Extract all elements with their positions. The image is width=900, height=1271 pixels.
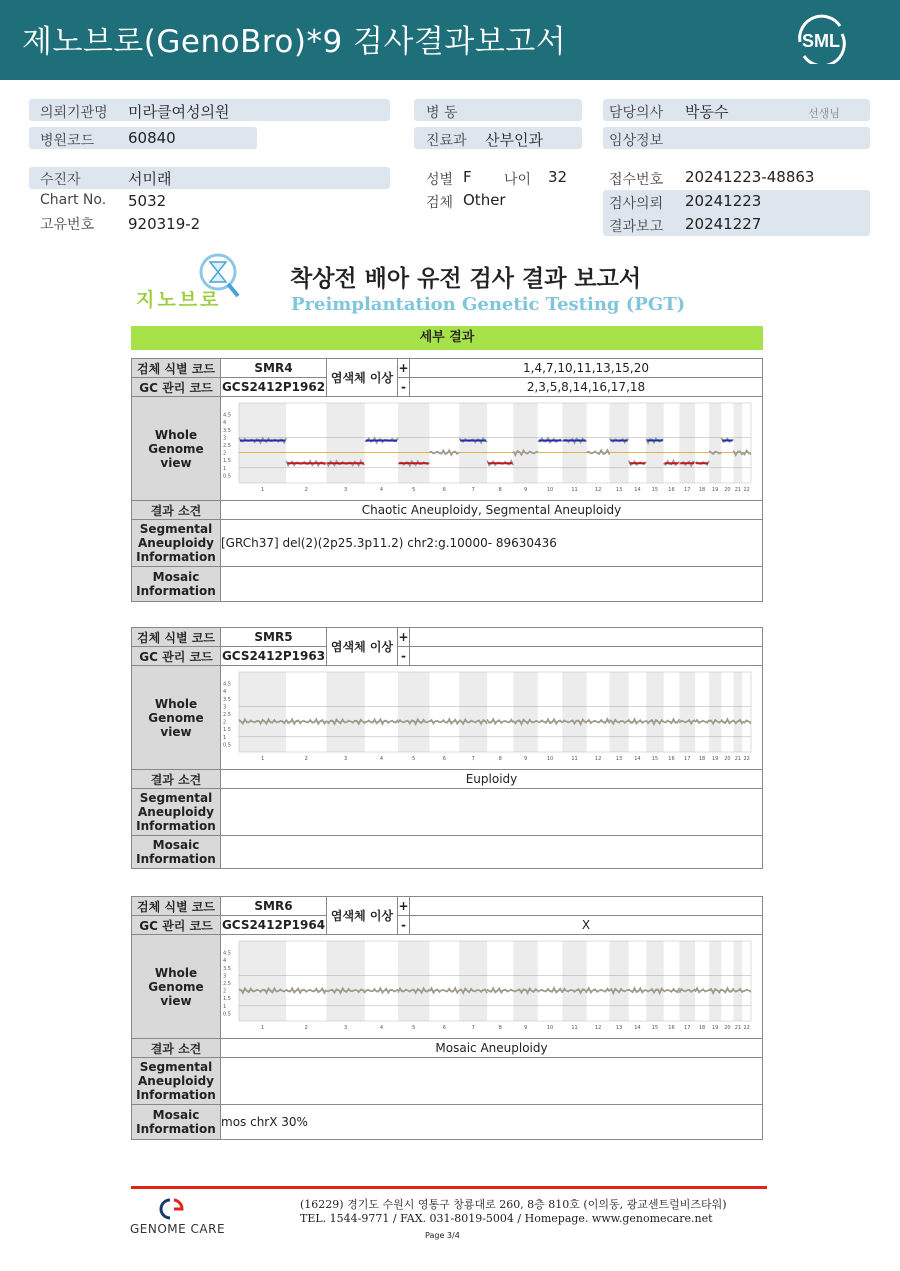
report-value: 20241227: [685, 215, 762, 233]
patient-label: 수진자: [40, 172, 81, 188]
y-tick-label: 3: [223, 973, 227, 980]
copy-number-trace: [664, 719, 680, 723]
loss-chromosomes: 2,3,5,8,14,16,17,18: [410, 378, 763, 397]
chromosome-band: [734, 403, 743, 483]
x-tick-label: 1: [260, 487, 265, 493]
copy-number-trace: [587, 988, 610, 993]
x-tick-label: 6: [442, 1025, 446, 1031]
x-tick-label: 21: [734, 756, 742, 762]
mosaic-value: [221, 836, 763, 869]
x-tick-label: 22: [743, 1025, 750, 1031]
y-tick-label: 4.5: [223, 412, 231, 419]
gc-code-label: GC 관리 코드: [132, 378, 221, 397]
x-tick-label: 9: [523, 487, 528, 493]
gc-code-label: GC 관리 코드: [132, 647, 221, 666]
chrom-abn-label: 염색체 이상: [327, 897, 398, 935]
chromosome-band: [326, 403, 364, 483]
finding-value: Mosaic Aneuploidy: [221, 1039, 763, 1058]
receipt-value: 20241223-48863: [685, 168, 815, 186]
sex-value: F: [463, 168, 472, 186]
y-tick-label: 0.5: [223, 1011, 231, 1018]
sml-logo-text: SML: [802, 31, 840, 51]
plot-frame: [239, 941, 751, 1021]
copy-number-trace: [664, 988, 680, 992]
x-tick-label: 13: [615, 756, 623, 762]
chromosome-band: [609, 672, 628, 752]
x-tick-label: 5: [412, 1025, 416, 1031]
x-tick-label: 13: [615, 487, 623, 493]
chart-label: Chart No.: [40, 192, 107, 208]
report-label: 결과보고: [609, 219, 664, 235]
x-tick-label: 7: [471, 1025, 475, 1031]
chromosome-band: [326, 672, 364, 752]
x-tick-label: 9: [523, 1025, 528, 1031]
chromosome-band: [646, 672, 663, 752]
doctor-suffix: 선생님: [808, 107, 840, 120]
chromosome-band: [459, 941, 487, 1021]
x-tick-label: 7: [471, 487, 475, 493]
minus-sign: -: [398, 647, 410, 666]
patient-name-value: 서미래: [128, 170, 172, 188]
x-tick-label: 21: [734, 487, 742, 493]
x-tick-label: 11: [571, 1025, 578, 1031]
request-label: 검사의뢰: [609, 196, 664, 212]
x-tick-label: 3: [344, 1025, 348, 1031]
copy-number-trace: [587, 719, 610, 724]
x-tick-label: 20: [724, 1025, 731, 1031]
chromosome-band: [239, 403, 286, 483]
x-tick-label: 15: [651, 756, 659, 762]
copy-number-trace: [538, 988, 563, 993]
x-tick-label: 5: [412, 487, 416, 493]
plot-frame: [239, 403, 751, 483]
copy-number-trace: [365, 719, 398, 724]
whole-genome-plot-cell: [221, 666, 763, 770]
sample-code-label: 검체 식별 코드: [132, 628, 221, 647]
wgv-label: Whole Genome view: [132, 397, 221, 501]
y-tick-label: 2: [223, 719, 227, 726]
x-tick-label: 14: [634, 1025, 641, 1031]
specimen-label: 검체: [426, 195, 454, 211]
chromosome-band: [398, 941, 429, 1021]
x-tick-label: 20: [724, 756, 731, 762]
chromosome-band: [239, 672, 286, 752]
x-tick-label: 1: [260, 756, 265, 762]
segmental-value: [221, 789, 763, 836]
sample-table: [131, 627, 763, 869]
x-tick-label: 4: [379, 1025, 384, 1031]
finding-label: 결과 소견: [132, 770, 221, 789]
sample-code: SMR5: [221, 628, 327, 647]
sample-table: [131, 358, 763, 602]
loss-chromosomes: X: [410, 916, 763, 935]
y-tick-label: 1: [223, 465, 227, 472]
y-tick-label: 3.5: [223, 696, 231, 703]
document-title: 제노브로(GenoBro)*9 검사결과보고서: [22, 24, 567, 60]
finding-label: 결과 소견: [132, 501, 221, 520]
sample-code-label: 검체 식별 코드: [132, 897, 221, 916]
x-tick-label: 3: [344, 756, 348, 762]
x-tick-label: 1: [260, 1025, 265, 1031]
doctor-label: 담당의사: [609, 105, 664, 121]
x-tick-label: 18: [698, 756, 706, 762]
footer-address: (16229) 경기도 수원시 영통구 창룡대로 260, 8층 810호 (이의동, 광교센트럴비즈타워): [300, 1198, 727, 1211]
finding-value: Chaotic Aneuploidy, Segmental Aneuploidy: [221, 501, 763, 520]
y-tick-label: 1.5: [223, 458, 231, 465]
x-tick-label: 19: [711, 487, 719, 493]
chromosome-band: [734, 941, 743, 1021]
x-tick-label: 18: [698, 1025, 706, 1031]
x-tick-label: 10: [546, 487, 554, 493]
x-tick-label: 17: [684, 1025, 691, 1031]
institution-value: 미라클여성의원: [128, 103, 230, 121]
y-tick-label: 0.5: [223, 473, 231, 480]
age-label: 나이: [504, 172, 532, 188]
receipt-label: 접수번호: [609, 172, 664, 188]
section-header: 세부 결과: [131, 326, 763, 350]
segmental-value: [GRCh37] del(2)(2p25.3p11.2) chr2:g.10000- 89630436: [221, 520, 763, 567]
x-tick-label: 9: [523, 756, 528, 762]
x-tick-label: 8: [498, 1025, 502, 1031]
finding-value: Euploidy: [221, 770, 763, 789]
x-tick-label: 13: [615, 1025, 623, 1031]
y-tick-label: 4.5: [223, 681, 231, 688]
x-tick-label: 3: [344, 487, 348, 493]
chromosome-band: [562, 672, 586, 752]
y-tick-label: 1: [223, 1003, 227, 1010]
whole-genome-plot-cell: [221, 935, 763, 1039]
x-tick-label: 2: [304, 1025, 308, 1031]
plot-frame: [239, 672, 751, 752]
dept-label: 진료과: [426, 133, 467, 149]
x-tick-label: 5: [412, 756, 416, 762]
genobro-logo: [134, 252, 246, 314]
whole-genome-plot-cell: [221, 397, 763, 501]
x-tick-label: 22: [743, 487, 750, 493]
gc-code: GCS2412P1963: [221, 647, 327, 666]
y-tick-label: 2: [223, 988, 227, 995]
x-tick-label: 17: [684, 487, 691, 493]
y-tick-label: 1: [223, 734, 227, 741]
page-number: Page 3/4: [425, 1231, 460, 1240]
chromosome-band: [679, 403, 695, 483]
report-title: 착상전 배아 유전 검사 결과 보고서: [290, 266, 642, 292]
x-tick-label: 8: [498, 487, 502, 493]
x-tick-label: 6: [442, 487, 446, 493]
y-tick-label: 4: [223, 420, 227, 427]
x-tick-label: 21: [734, 1025, 742, 1031]
doctor-value: 박동수: [685, 103, 729, 121]
genobro-logo-text: 지노브로: [136, 289, 222, 311]
sample-table: [131, 896, 763, 1140]
info-row-bg: [29, 167, 390, 189]
mosaic-label: Mosaic Information: [132, 567, 221, 602]
whole-genome-plot: [221, 397, 753, 497]
chromosome-band: [239, 941, 286, 1021]
chromosome-band: [562, 941, 586, 1021]
x-tick-label: 16: [668, 756, 675, 762]
segmental-label: Segmental Aneuploidy Information: [132, 520, 221, 567]
x-tick-label: 12: [594, 487, 602, 493]
whole-genome-plot: [221, 666, 753, 766]
y-tick-label: 3: [223, 704, 227, 711]
gc-code: GCS2412P1964: [221, 916, 327, 935]
dept-value: 산부인과: [485, 131, 543, 149]
x-tick-label: 18: [698, 487, 706, 493]
y-tick-label: 2.5: [223, 712, 231, 718]
mosaic-label: Mosaic Information: [132, 836, 221, 869]
wgv-label: Whole Genome view: [132, 935, 221, 1039]
segmental-value: [221, 1058, 763, 1105]
y-tick-label: 2: [223, 450, 227, 457]
copy-number-trace: [721, 719, 733, 723]
footer-divider: [131, 1186, 767, 1189]
footer-contact: TEL. 1544-9771 / FAX. 031-8019-5004 / Homepage. www.genomecare.net: [300, 1212, 713, 1225]
chrom-abn-label: 염색체 이상: [327, 628, 398, 666]
gain-chromosomes: [410, 628, 763, 647]
chromosome-band: [513, 403, 537, 483]
whole-genome-plot: [221, 935, 753, 1035]
hospital-code-value: 60840: [128, 129, 176, 147]
chromosome-band: [609, 941, 628, 1021]
genome-care-name: GENOME CARE: [130, 1222, 226, 1236]
chromosome-band: [398, 672, 429, 752]
x-tick-label: 4: [379, 487, 384, 493]
y-tick-label: 3.5: [223, 965, 231, 972]
y-tick-label: 2.5: [223, 981, 231, 987]
hospital-code-label: 병원코드: [40, 133, 95, 149]
y-tick-label: 4.5: [223, 950, 231, 957]
x-tick-label: 2: [304, 756, 308, 762]
ward-label: 병 동: [426, 105, 458, 121]
chromosome-band: [679, 941, 695, 1021]
chromosome-band: [398, 403, 429, 483]
mosaic-value: [221, 567, 763, 602]
x-tick-label: 16: [668, 1025, 675, 1031]
y-tick-label: 2.5: [223, 443, 231, 449]
x-tick-label: 19: [711, 756, 719, 762]
y-tick-label: 3: [223, 435, 227, 442]
x-tick-label: 15: [651, 487, 659, 493]
x-tick-label: 7: [471, 756, 475, 762]
sex-label: 성별: [426, 172, 454, 188]
x-tick-label: 6: [442, 756, 446, 762]
chromosome-band: [609, 403, 628, 483]
chromosome-band: [709, 672, 721, 752]
age-value: 32: [548, 168, 568, 186]
chromosome-band: [459, 672, 487, 752]
x-tick-label: 11: [571, 756, 578, 762]
chromosome-band: [513, 672, 537, 752]
copy-number-trace: [487, 719, 513, 724]
finding-label: 결과 소견: [132, 1039, 221, 1058]
chrom-abn-label: 염색체 이상: [327, 359, 398, 397]
chromosome-band: [679, 672, 695, 752]
x-tick-label: 16: [668, 487, 675, 493]
x-tick-label: 11: [571, 487, 578, 493]
chromosome-band: [326, 941, 364, 1021]
x-tick-label: 19: [711, 1025, 719, 1031]
loss-chromosomes: [410, 647, 763, 666]
x-tick-label: 2: [304, 487, 308, 493]
uid-value: 920319-2: [128, 215, 201, 233]
x-tick-label: 12: [594, 756, 602, 762]
clinical-label: 임상정보: [609, 133, 664, 149]
chromosome-band: [646, 941, 663, 1021]
copy-number-trace: [365, 988, 398, 993]
gain-chromosomes: 1,4,7,10,11,13,15,20: [410, 359, 763, 378]
segmental-label: Segmental Aneuploidy Information: [132, 1058, 221, 1105]
x-tick-label: 22: [743, 756, 750, 762]
y-tick-label: 4: [223, 689, 227, 696]
sample-code: SMR6: [221, 897, 327, 916]
specimen-value: Other: [463, 191, 506, 209]
segmental-label: Segmental Aneuploidy Information: [132, 789, 221, 836]
mosaic-label: Mosaic Information: [132, 1105, 221, 1140]
y-tick-label: 1.5: [223, 996, 231, 1003]
footer-address-block: [300, 1198, 727, 1226]
minus-sign: -: [398, 378, 410, 397]
gain-chromosomes: [410, 897, 763, 916]
x-tick-label: 17: [684, 756, 691, 762]
x-tick-label: 4: [379, 756, 384, 762]
sample-code: SMR4: [221, 359, 327, 378]
report-header: [0, 0, 900, 80]
chromosome-band: [734, 672, 743, 752]
plus-sign: +: [398, 897, 410, 916]
y-tick-label: 3.5: [223, 427, 231, 434]
gc-code-label: GC 관리 코드: [132, 916, 221, 935]
y-tick-label: 0.5: [223, 742, 231, 749]
chromosome-band: [459, 403, 487, 483]
x-tick-label: 10: [546, 1025, 554, 1031]
chart-no-value: 5032: [128, 192, 167, 210]
plus-sign: +: [398, 628, 410, 647]
x-tick-label: 10: [546, 756, 554, 762]
uid-label: 고유번호: [40, 217, 95, 233]
institution-label: 의뢰기관명: [40, 105, 108, 121]
y-tick-label: 1.5: [223, 727, 231, 734]
gc-code: GCS2412P1962: [221, 378, 327, 397]
plus-sign: +: [398, 359, 410, 378]
x-tick-label: 8: [498, 756, 502, 762]
x-tick-label: 12: [594, 1025, 602, 1031]
x-tick-label: 14: [634, 756, 641, 762]
chromosome-band: [709, 403, 721, 483]
x-tick-label: 15: [651, 1025, 659, 1031]
report-subtitle: Preimplantation Genetic Testing (PGT): [291, 294, 686, 315]
y-tick-label: 4: [223, 958, 227, 965]
sml-logo: [792, 12, 850, 64]
chromosome-band: [513, 941, 537, 1021]
chromosome-band: [709, 941, 721, 1021]
x-tick-label: 14: [634, 487, 641, 493]
minus-sign: -: [398, 916, 410, 935]
mosaic-value: mos chrX 30%: [221, 1105, 763, 1140]
sample-code-label: 검체 식별 코드: [132, 359, 221, 378]
x-tick-label: 20: [724, 487, 731, 493]
request-value: 20241223: [685, 192, 762, 210]
wgv-label: Whole Genome view: [132, 666, 221, 770]
